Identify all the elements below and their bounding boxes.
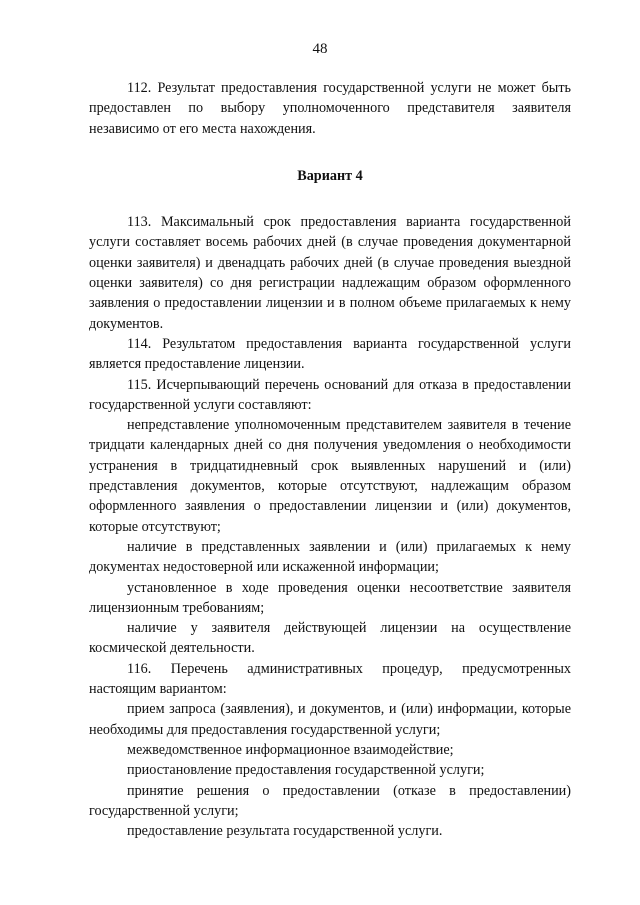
paragraph-112: 112. Результат предоставления государственной услуги не может быть предоставлен по выбору уполномоченного представителя заявителя независимо от его места нахождения.: [89, 80, 571, 137]
paragraph-115-item-1: непредставление уполномоченным представителем заявителя в течение тридцати календарных дней со дня получения уведомления о необходимости устранения в тридцатидневный срок выявленных нарушений и (или) представления документов, которые отсутствуют, надлежащим образом оформленного заявления о предоставлении лицензии и (или) документов, которые отсутствуют;: [89, 417, 571, 535]
section-heading: Вариант 4: [297, 167, 363, 184]
paragraph-116-item-2: межведомственное информационное взаимодействие;: [127, 741, 454, 758]
paragraph-114: 114. Результатом предоставления варианта государственной услуги является предоставление лицензии.: [89, 335, 571, 373]
paragraph-115-item-4: наличие у заявителя действующей лицензии на осуществление космической деятельности.: [89, 620, 571, 657]
paragraph-116-item-1: прием запроса (заявления), и документов, и (или) информации, которые необходимы для предоставления государственной услуги;: [89, 701, 571, 738]
page-number: 48: [312, 41, 328, 57]
paragraph-113: 113. Максимальный срок предоставления варианта государственной услуги составляет восемь рабочих дней (в случае проведения документарной оценки заявителя) и двенадцать рабочих дней (в случае проведения выездной оценки заявителя) со дня регистрации надлежащим образом оформленного заявления о предоставлении лицензии и в полном объеме прилагаемых к нему документов.: [89, 214, 571, 332]
document-body: [89, 78, 571, 841]
paragraph-116: 116. Перечень административных процедур, предусмотренных настоящим вариантом:: [89, 660, 571, 698]
paragraph-115: 115. Исчерпывающий перечень оснований для отказа в предоставлении государственной услуги составляют:: [89, 376, 571, 413]
paragraph-116-item-3: приостановление предоставления государственной услуги;: [127, 762, 485, 779]
paragraph-116-item-5: предоставление результата государственной услуги.: [127, 823, 443, 840]
paragraph-115-item-2: наличие в представленных заявлении и (или) прилагаемых к нему документах недостоверной или искаженной информации;: [89, 538, 571, 576]
paragraph-116-item-4: принятие решения о предоставлении (отказе в предоставлении) государственной услуги;: [89, 782, 571, 819]
paragraph-115-item-3: установленное в ходе проведения оценки несоответствие заявителя лицензионным требованиям;: [89, 579, 571, 616]
